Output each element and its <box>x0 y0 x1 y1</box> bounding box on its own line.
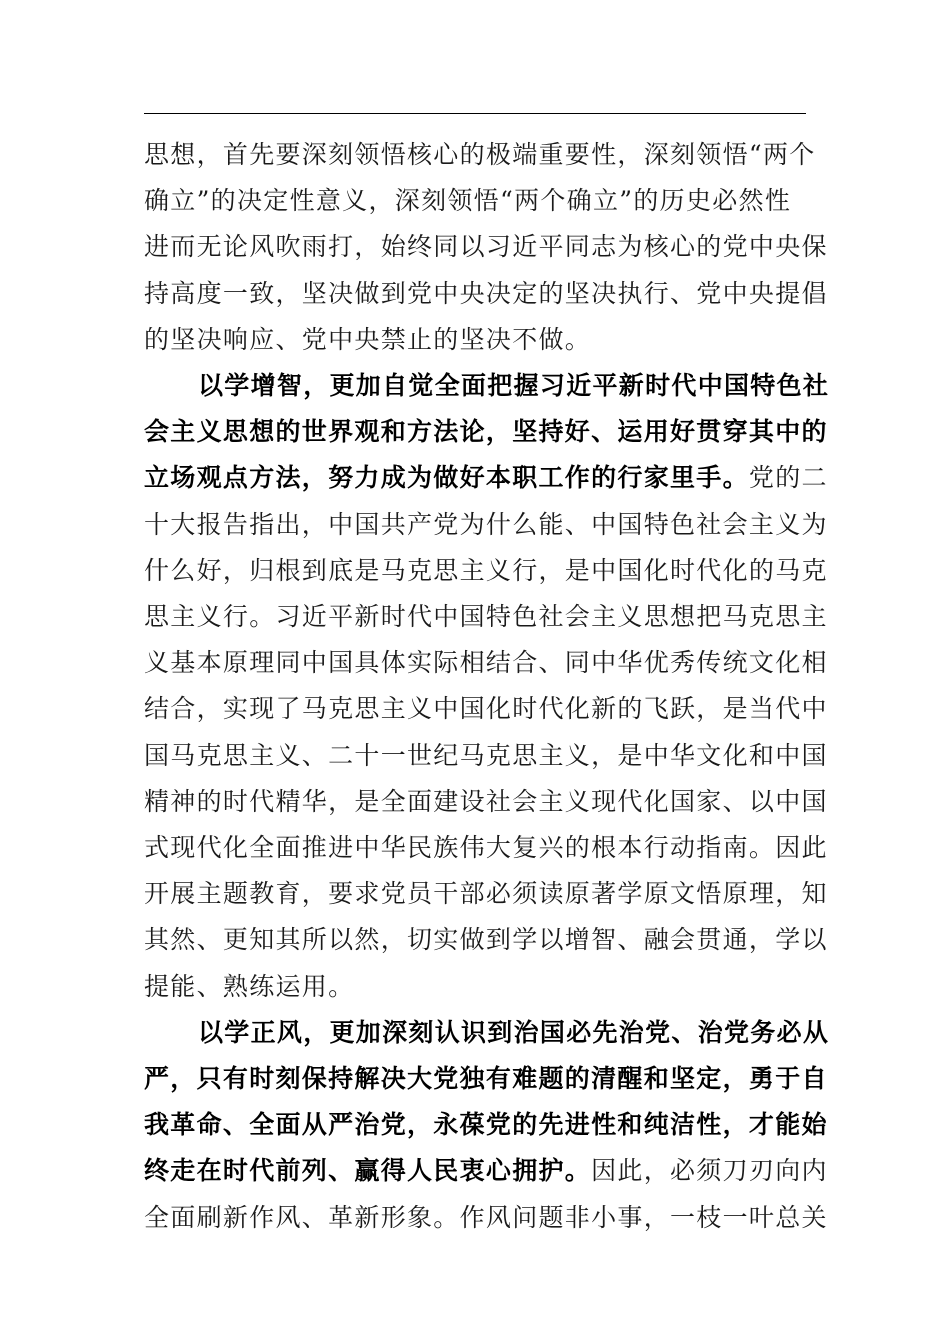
paragraph-3 <box>144 1010 830 1241</box>
text-line: 持高度一致，坚决做到党中央决定的坚决执行、党中央提倡 <box>144 278 828 308</box>
text-line: 确立”的决定性意义，深刻领悟“两个确立”的历史必然性 <box>144 186 792 216</box>
text-line: 义基本原理同中国具体实际相结合、同中华优秀传统文化相 <box>144 648 828 678</box>
bold-heading-line: 严，只有时刻保持解决大党独有难题的清醒和坚定，勇于自 <box>144 1064 828 1094</box>
bold-heading-segment: 终走在时代前列、赢得人民衷心拥护。 <box>144 1156 592 1186</box>
text-line: 的坚决响应、党中央禁止的坚决不做。 <box>144 324 592 354</box>
mixed-line <box>144 455 828 501</box>
text-segment: 党的二 <box>748 463 828 493</box>
text-line: 思主义行。习近平新时代中国特色社会主义思想把马克思主 <box>144 602 828 632</box>
bold-heading-line: 以学增智，更加自觉全面把握习近平新时代中国特色社 <box>198 371 830 401</box>
mixed-line <box>144 1148 828 1194</box>
text-line: 什么好，归根到底是马克思主义行，是中国化时代化的马克 <box>144 555 828 585</box>
bold-heading-line: 我革命、全面从严治党，永葆党的先进性和纯洁性，才能始 <box>144 1110 828 1140</box>
paragraph-1 <box>144 132 828 363</box>
text-line: 式现代化全面推进中华民族伟大复兴的根本行动指南。因此 <box>144 833 828 863</box>
bold-heading-line: 会主义思想的世界观和方法论，坚持好、运用好贯穿其中的 <box>144 417 828 447</box>
paragraph-2 <box>144 363 830 1010</box>
text-line: 国马克思主义、二十一世纪马克思主义，是中华文化和中国 <box>144 740 828 770</box>
text-line: 开展主题教育，要求党员干部必须读原著学原文悟原理，知 <box>144 879 828 909</box>
text-line: 结合，实现了马克思主义中国化时代化新的飞跃，是当代中 <box>144 694 828 724</box>
text-segment: 因此，必须刀刃向内 <box>591 1156 828 1186</box>
text-line: 精神的时代精华，是全面建设社会主义现代化国家、以中国 <box>144 786 828 816</box>
text-line: 十大报告指出，中国共产党为什么能、中国特色社会主义为 <box>144 509 828 539</box>
body-text <box>144 132 830 1241</box>
text-line: 进而无论风吹雨打，始终同以习近平同志为核心的党中央保 <box>144 232 828 262</box>
bold-heading-segment: 立场观点方法，努力成为做好本职工作的行家里手。 <box>144 463 749 493</box>
text-line: 提能、熟练运用。 <box>144 971 355 1001</box>
header-rule <box>144 113 806 114</box>
text-line: 思想，首先要深刻领悟核心的极端重要性，深刻领悟“两个 <box>144 140 816 169</box>
text-line: 其然、更知其所以然，切实做到学以增智、融会贯通，学以 <box>144 925 828 955</box>
text-line: 全面刷新作风、革新形象。作风问题非小事，一枝一叶总关 <box>144 1202 828 1232</box>
bold-heading-line: 以学正风，更加深刻认识到治国必先治党、治党务必从 <box>198 1017 830 1047</box>
